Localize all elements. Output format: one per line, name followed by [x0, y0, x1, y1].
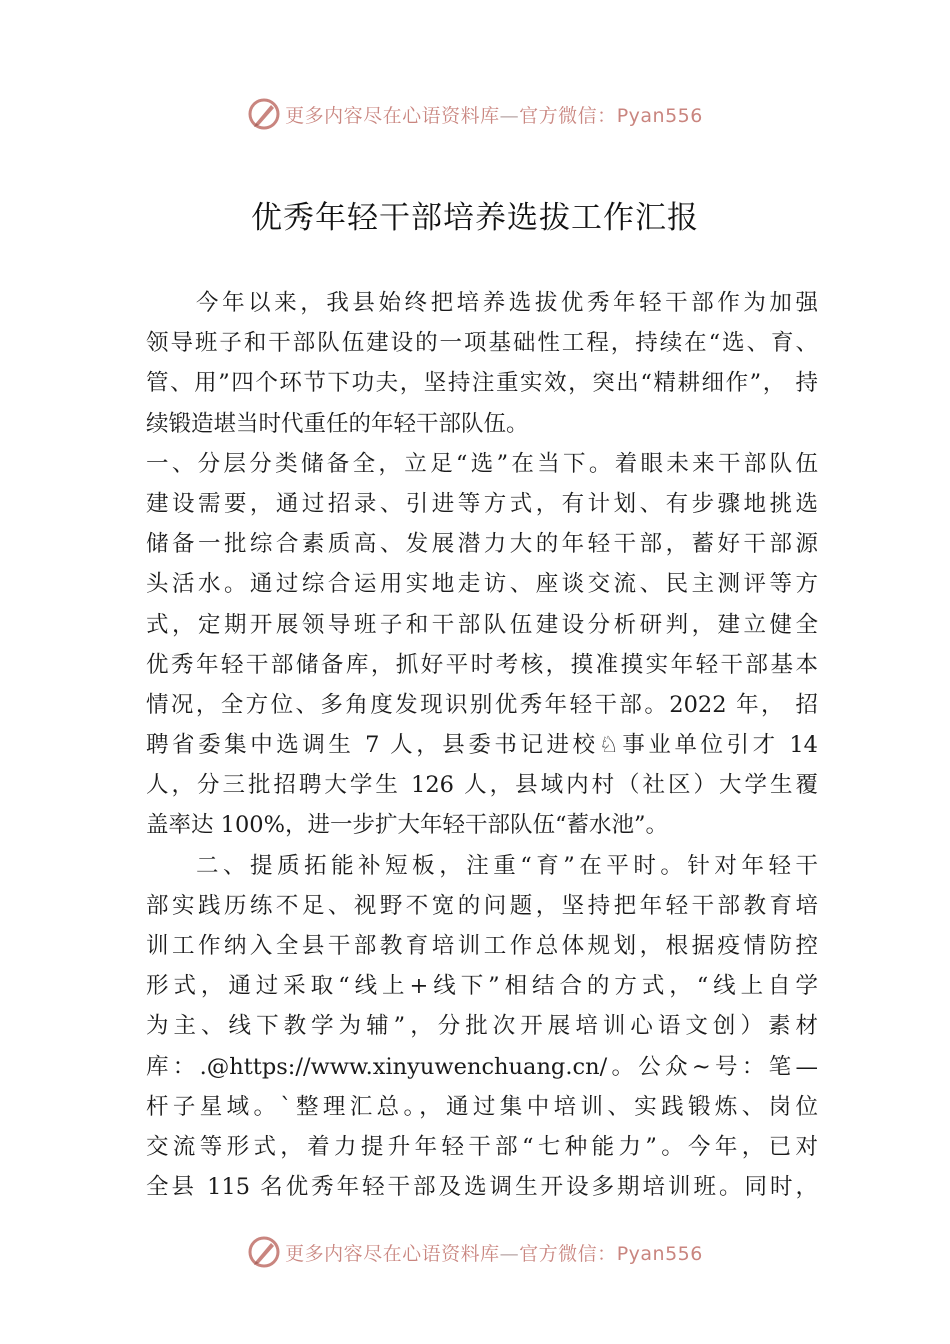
text-line: 二、提质拓能补短板，注重“育”在平时。针对年轻干 [196, 852, 818, 879]
text-line: 盖率达 100%，进一步扩大年轻干部队伍“蓄水池”。 [146, 812, 668, 839]
page-title: 优秀年轻干部培养选拔工作汇报 [251, 200, 699, 236]
text-line: 优秀年轻干部储备库，抓好平时考核，摸准摸实年轻干部基本 [146, 651, 818, 678]
text-line: 管、用”四个环节下功夫，坚持注重实效，突出“精耕细作”， 持 [146, 370, 818, 397]
text-line: 情况，全方位、多角度发现识别优秀年轻干部。2022 年， 招 [146, 691, 818, 718]
text-line: 交流等形式，着力提升年轻干部“七种能力”。今年，已对 [146, 1133, 818, 1160]
pen-logo-icon [247, 1235, 281, 1269]
watermark-text: 更多内容尽在心语资料库—官方微信：Pyan556 [285, 104, 703, 127]
text-line: 一、分层分类储备全，立足“选”在当下。着眼未来干部队伍 [146, 450, 818, 477]
text-line: 续锻造堪当时代重任的年轻干部队伍。 [146, 410, 529, 437]
text-line: 库：.@https://www.xinyuwenchuang.cn/。公众~号：笔— [146, 1053, 818, 1080]
text-line: 聘省委集中选调生 7 人，县委书记进校♘事业单位引才 14 [146, 732, 818, 759]
text-line: 形式，通过采取“线上+线下”相结合的方式，“线上自学 [146, 973, 818, 1000]
text-line: 训工作纳入全县干部教育培训工作总体规划，根据疫情防控 [146, 933, 818, 959]
text-line: 今年以来，我县始终把培养选拔优秀年轻干部作为加强 [196, 290, 818, 316]
pen-logo-icon [247, 97, 281, 131]
text-line: 领导班子和干部队伍建设的一项基础性工程，持续在“选、育、 [146, 330, 818, 357]
text-line: 全县 115 名优秀年轻干部及选调生开设多期培训班。同时， [146, 1174, 818, 1201]
footer-watermark [0, 1232, 950, 1272]
text-line: 杆子星域。`整理汇总。，通过集中培训、实践锻炼、岗位 [146, 1093, 818, 1120]
text-line: 头活水。通过综合运用实地走访、座谈交流、民主测评等方 [146, 571, 818, 598]
text-line: 式，定期开展领导班子和干部队伍建设分析研判，建立健全 [146, 611, 818, 638]
watermark-text: 更多内容尽在心语资料库—官方微信：Pyan556 [285, 1242, 703, 1265]
text-line: 部实践历练不足、视野不宽的问题，坚持把年轻干部教育培 [146, 892, 818, 919]
document-body [146, 283, 818, 1207]
text-line: 建设需要，通过招录、引进等方式，有计划、有步骤地挑选 [146, 490, 818, 517]
text-line: 人，分三批招聘大学生 126 人，县域内村（社区）大学生覆 [146, 772, 818, 799]
header-watermark [0, 94, 950, 134]
text-line: 为主、线下教学为辅”，分批次开展培训心语文创）素材 [146, 1013, 818, 1040]
text-line: 储备一批综合素质高、发展潜力大的年轻干部，蓄好干部源 [146, 531, 818, 558]
